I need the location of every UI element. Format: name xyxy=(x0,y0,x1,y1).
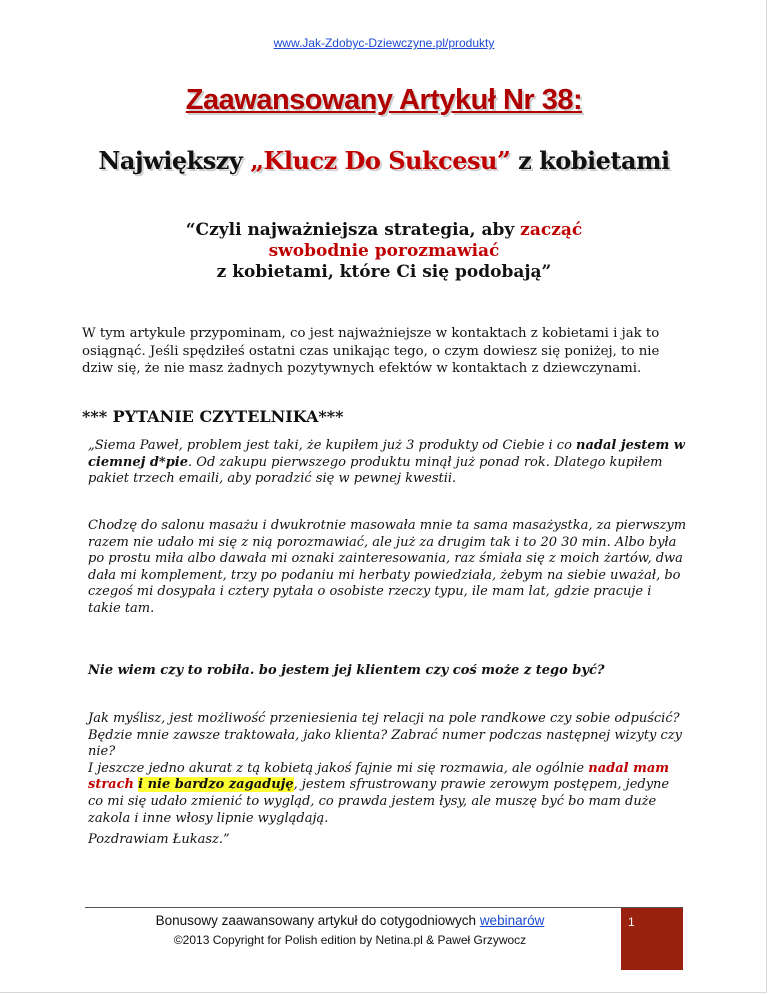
footer-line1 xyxy=(85,913,615,928)
lead-quote xyxy=(0,220,768,283)
subtitle-highlight: „Klucz Do Sukcesu” xyxy=(250,146,511,175)
letter-p1-bold: nadal jestem w ciemnej d*pie xyxy=(88,438,685,470)
letter-p4-red-highlight: nadal mam strach xyxy=(88,760,670,793)
subtitle-part2: z kobietami xyxy=(510,146,670,175)
letter-paragraph-3: Nie wiem czy to robiła. bo jestem jej klientem czy coś może z tego być? xyxy=(88,663,605,678)
letter-p4-yellow-highlight: i nie bardzo zagaduję xyxy=(138,777,294,793)
page-title: Zaawansowany Artykuł Nr 38: xyxy=(185,84,583,116)
letter-p4-c: , jestem sfrustrowany prawie zerowym postępem, jedyne co mi się udało zmienić to wygląd, co prawda jestem łysy, ale muszę być bo mam duże zakola i inne włosy lipnie wyglądają. xyxy=(88,777,670,826)
quote-line1: “Czyli najważniejsza strategia, aby xyxy=(185,220,521,240)
quote-line2-red: swobodnie porozmawiać xyxy=(268,241,500,261)
footer-divider xyxy=(85,907,683,908)
letter-p1-b: . Od zakupu pierwszego produktu minął już ponad rok. Dlatego kupiłem pakiet trzech emaili, aby poradzić się w pewnej kwestii. xyxy=(88,454,663,487)
page-number-badge: 1 xyxy=(621,908,683,970)
subtitle xyxy=(0,146,768,175)
letter-signoff: Pozdrawiam Łukasz.” xyxy=(88,832,230,847)
quote-line1-red: zacząć xyxy=(520,220,583,240)
letter-paragraph-4 xyxy=(88,711,688,827)
letter-paragraph-2: Chodzę do salonu masażu i dwukrotnie masowała mnie ta sama masażystka, za pierwszym razem nie udało mi się z nią porozmawiać, ale już za drugim tak i to 20 30 min. Albo była po prostu miła albo dawała mi oznaki zainteresowania, raz śmiała się z moich żartów, dwa dała mi komplement, trzy po podaniu mi herbaty powiedziała, żebym na siebie uważał, bo czegoś mi dosypała i cztery pytała o osobiste rzeczy typu, ile mam lat, gdzie pracuje i takie tam. xyxy=(88,518,687,616)
footer-copyright: ©2013 Copyright for Polish edition by Netina.pl & Paweł Grzywocz xyxy=(173,933,527,947)
letter-p4-a: Jak myślisz, jest możliwość przeniesienia tej relacji na pole randkowe czy sobie odpuścić? Będzie mnie zawsze traktowała, jako klienta? Zabrać numer podczas następnej wizyty czy nie? xyxy=(88,711,683,760)
section-heading: *** PYTANIE CZYTELNIKA*** xyxy=(82,407,344,426)
footer-text: Bonusowy zaawansowany artykuł do cotygodniowych xyxy=(155,913,480,928)
header-url-link[interactable]: www.Jak-Zdobyc-Dziewczyne.pl/produkty xyxy=(273,36,495,50)
letter-paragraph-1 xyxy=(88,438,688,488)
quote-line3: z kobietami, które Ci się podobają” xyxy=(216,262,552,282)
letter-p4-b: I jeszcze jedno akurat z tą kobietą jakoś fajnie mi się rozmawia, ale ogólnie xyxy=(88,760,589,776)
subtitle-part1: Największy xyxy=(98,146,251,175)
letter-p1-a: „Siema Paweł, problem jest taki, że kupiłem już 3 produkty od Ciebie i co xyxy=(88,438,577,453)
intro-paragraph: W tym artykule przypominam, co jest najważniejsze w kontaktach z kobietami i jak to osiągnąć. Jeśli spędziłeś ostatni czas unikając tego, o czym dowiesz się poniżej, to nie dziw się, że nie masz żadnych pozytywnych efektów w kontaktach z dziewczynami. xyxy=(82,326,660,376)
webinar-link[interactable]: webinarów xyxy=(479,913,545,928)
